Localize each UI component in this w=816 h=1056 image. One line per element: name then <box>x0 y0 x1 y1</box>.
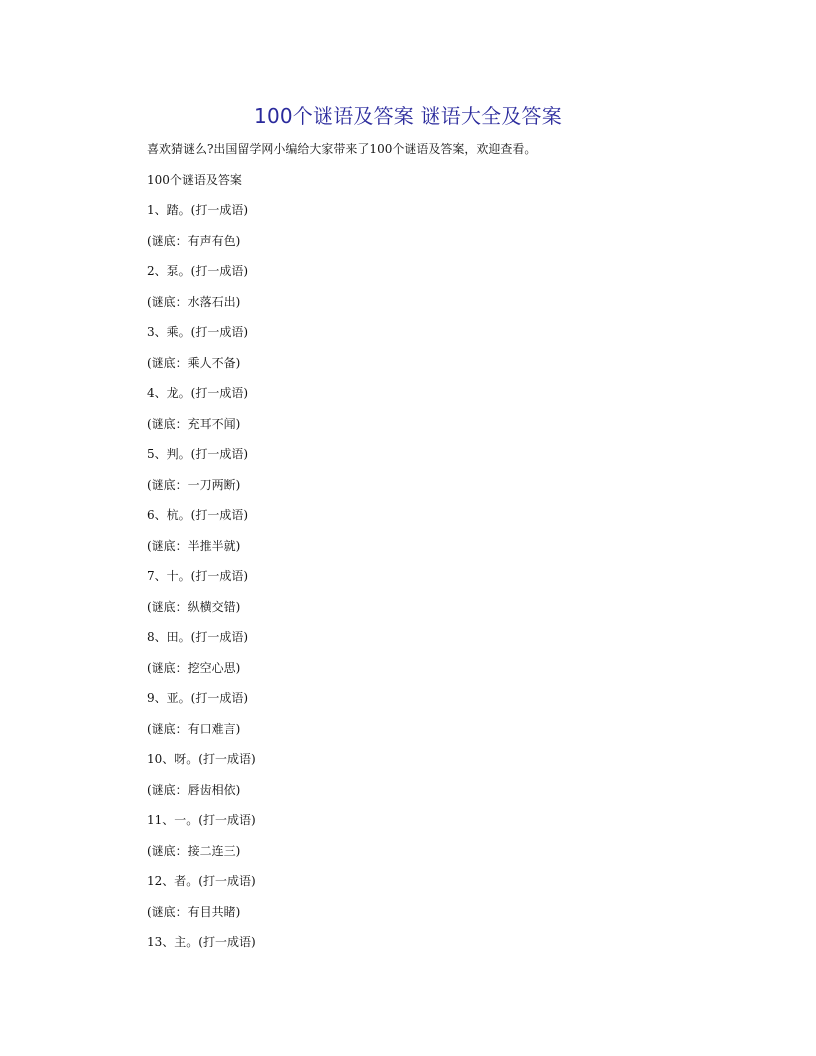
riddle-question-3: 3、乘。(打一成语) <box>147 325 248 339</box>
riddle-question-7: 7、十。(打一成语) <box>147 569 248 583</box>
riddle-answer-11: (谜底：接二连三) <box>147 843 241 858</box>
riddle-answer-4: (谜底：充耳不闻) <box>147 416 241 431</box>
riddle-question-2: 2、泵。(打一成语) <box>147 264 248 278</box>
riddle-answer-10: (谜底：唇齿相依) <box>147 782 241 797</box>
riddle-question-8: 8、田。(打一成语) <box>147 630 248 644</box>
riddle-answer-7: (谜底：纵横交错) <box>147 599 241 614</box>
riddle-answer-2: (谜底：水落石出) <box>147 294 241 309</box>
riddle-question-4: 4、龙。(打一成语) <box>147 386 248 400</box>
riddle-question-6: 6、杭。(打一成语) <box>147 508 248 522</box>
intro-paragraph: 喜欢猜谜么?出国留学网小编给大家带来了100个谜语及答案，欢迎查看。 <box>147 142 537 156</box>
riddle-answer-12: (谜底：有目共睹) <box>147 904 241 919</box>
riddle-question-1: 1、踏。(打一成语) <box>147 203 248 217</box>
riddle-answer-1: (谜底：有声有色) <box>147 233 241 248</box>
riddle-answer-5: (谜底：一刀两断) <box>147 477 241 492</box>
riddle-answer-3: (谜底：乘人不备) <box>147 355 241 370</box>
riddle-answer-8: (谜底：挖空心思) <box>147 660 241 675</box>
riddle-question-10: 10、呀。(打一成语) <box>147 752 256 766</box>
riddle-question-13: 13、主。(打一成语) <box>147 935 256 949</box>
document-title: 100个谜语及答案 谜语大全及答案 <box>254 104 562 128</box>
riddle-answer-9: (谜底：有口难言) <box>147 721 241 736</box>
riddle-list <box>147 201 256 964</box>
riddle-question-9: 9、亚。(打一成语) <box>147 691 248 705</box>
riddle-question-5: 5、判。(打一成语) <box>147 447 248 461</box>
riddle-answer-6: (谜底：半推半就) <box>147 538 241 553</box>
riddle-question-11: 11、一。(打一成语) <box>147 813 256 827</box>
riddle-question-12: 12、者。(打一成语) <box>147 874 256 888</box>
section-subheading: 100个谜语及答案 <box>147 173 242 187</box>
